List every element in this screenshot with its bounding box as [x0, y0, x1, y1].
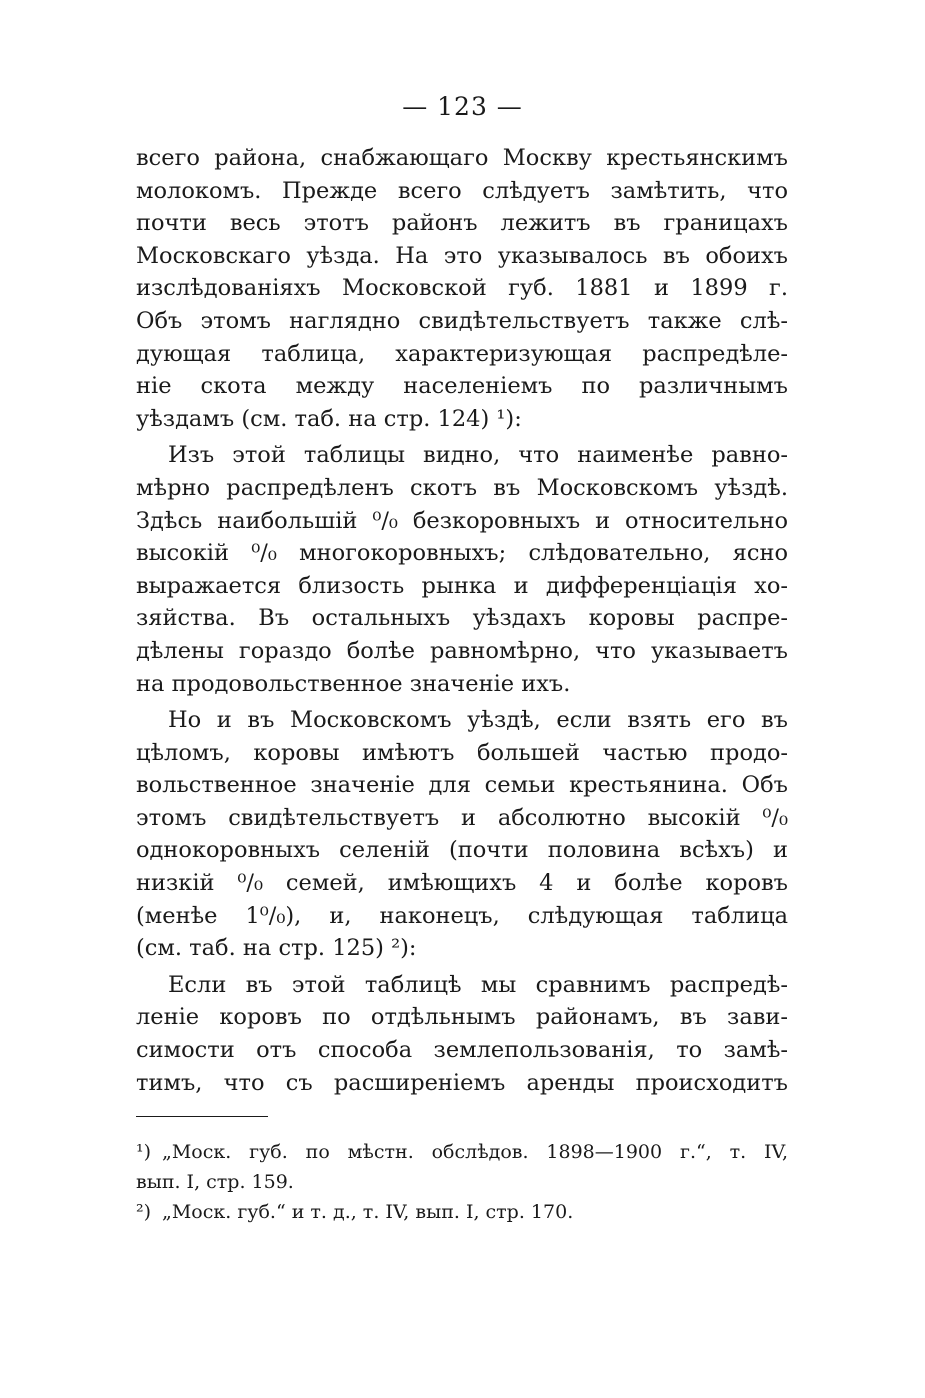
footnote-text: „Моск. губ.“ и т. д., т. IV, вып. I, стр. 170. — [162, 1201, 574, 1223]
footnote-2 — [136, 1197, 788, 1227]
text-line: Но и въ Московскомъ уѣздѣ, если взять его въ — [168, 707, 788, 734]
text-line: дѣлены гораздо болѣе равномѣрно, что указываетъ — [136, 637, 788, 664]
text-line: почти весь этотъ районъ лежитъ въ границахъ — [136, 210, 788, 237]
text-line: Если въ этой таблицѣ мы сравнимъ распредѣ- — [168, 971, 788, 998]
footnote-line — [136, 1137, 788, 1167]
text-line: леніе коровъ по отдѣльнымъ районамъ, въ зави- — [136, 1004, 788, 1031]
text-line: ніе скота между населеніемъ по различнымъ — [136, 373, 788, 400]
text-line: на продовольственное значеніе ихъ. — [136, 670, 571, 697]
text-line: (менѣе 1⁰/₀), и, наконецъ, слѣдующая таблица — [136, 902, 788, 929]
footnote-marker: ¹) — [136, 1141, 152, 1163]
text-line: Объ этомъ наглядно свидѣтельствуетъ также слѣ- — [136, 307, 788, 334]
footnotes — [136, 1137, 788, 1227]
paragraph-2 — [136, 439, 788, 700]
text-line: дующая таблица, характеризующая распредѣле- — [136, 340, 788, 367]
paragraph-4 — [136, 969, 788, 1099]
footnote-marker: ²) — [136, 1201, 152, 1223]
text-line: этомъ свидѣтельствуетъ и абсолютно высокій ⁰/₀ — [136, 804, 788, 831]
text-line: цѣломъ, коровы имѣютъ большей частью продо- — [136, 739, 788, 766]
footnote-line: вып. I, стр. 159. — [136, 1171, 294, 1193]
text-line: зяйства. Въ остальныхъ уѣздахъ коровы распре- — [136, 605, 788, 632]
text-line: мѣрно распредѣленъ скотъ въ Московскомъ уѣздѣ. — [136, 474, 788, 501]
paragraph-3 — [136, 704, 788, 965]
footnote-line — [136, 1197, 788, 1227]
text-line-indented — [136, 439, 788, 472]
footnote-divider — [136, 1116, 268, 1117]
text-line-indented — [136, 969, 788, 1002]
text-line: изслѣдованіяхъ Московской губ. 1881 и 1899 г. — [136, 275, 788, 302]
text-line: однокоровныхъ селеній (почти половина всѣхъ) и — [136, 837, 788, 864]
text-line: Московскаго уѣзда. На это указывалось въ обоихъ — [136, 242, 788, 269]
text-line: уѣздамъ (см. таб. на стр. 124) ¹): — [136, 405, 522, 432]
page-number: — 123 — — [402, 92, 523, 121]
paragraph-1 — [136, 142, 788, 435]
text-line: Изъ этой таблицы видно, что наименѣе равно- — [168, 442, 788, 469]
main-text — [136, 142, 788, 1099]
text-line-indented — [136, 704, 788, 737]
text-line: выражается близость рынка и дифференціація хо- — [136, 572, 788, 599]
text-line: высокій ⁰/₀ многокоровныхъ; слѣдовательно, ясно — [136, 540, 788, 567]
text-line: молокомъ. Прежде всего слѣдуетъ замѣтить, что — [136, 177, 788, 204]
text-line: вольственное значеніе для семьи крестьянина. Объ — [136, 772, 788, 799]
text-line: (см. таб. на стр. 125) ²): — [136, 935, 417, 962]
footnote-text: „Моск. губ. по мѣстн. обслѣдов. 1898—1900 г.“, т. IV, — [162, 1141, 788, 1163]
text-line: всего района, снабжающаго Москву крестьянскимъ — [136, 145, 788, 171]
text-line: симости отъ способа землепользованія, то замѣ- — [136, 1037, 788, 1064]
footnote-1 — [136, 1137, 788, 1197]
text-line: Здѣсь наибольшій ⁰/₀ безкоровныхъ и относительно — [136, 507, 788, 534]
text-line: тимъ, что съ расширеніемъ аренды происходитъ — [136, 1069, 788, 1096]
text-line: низкій ⁰/₀ семей, имѣющихъ 4 и болѣе коровъ — [136, 870, 788, 897]
